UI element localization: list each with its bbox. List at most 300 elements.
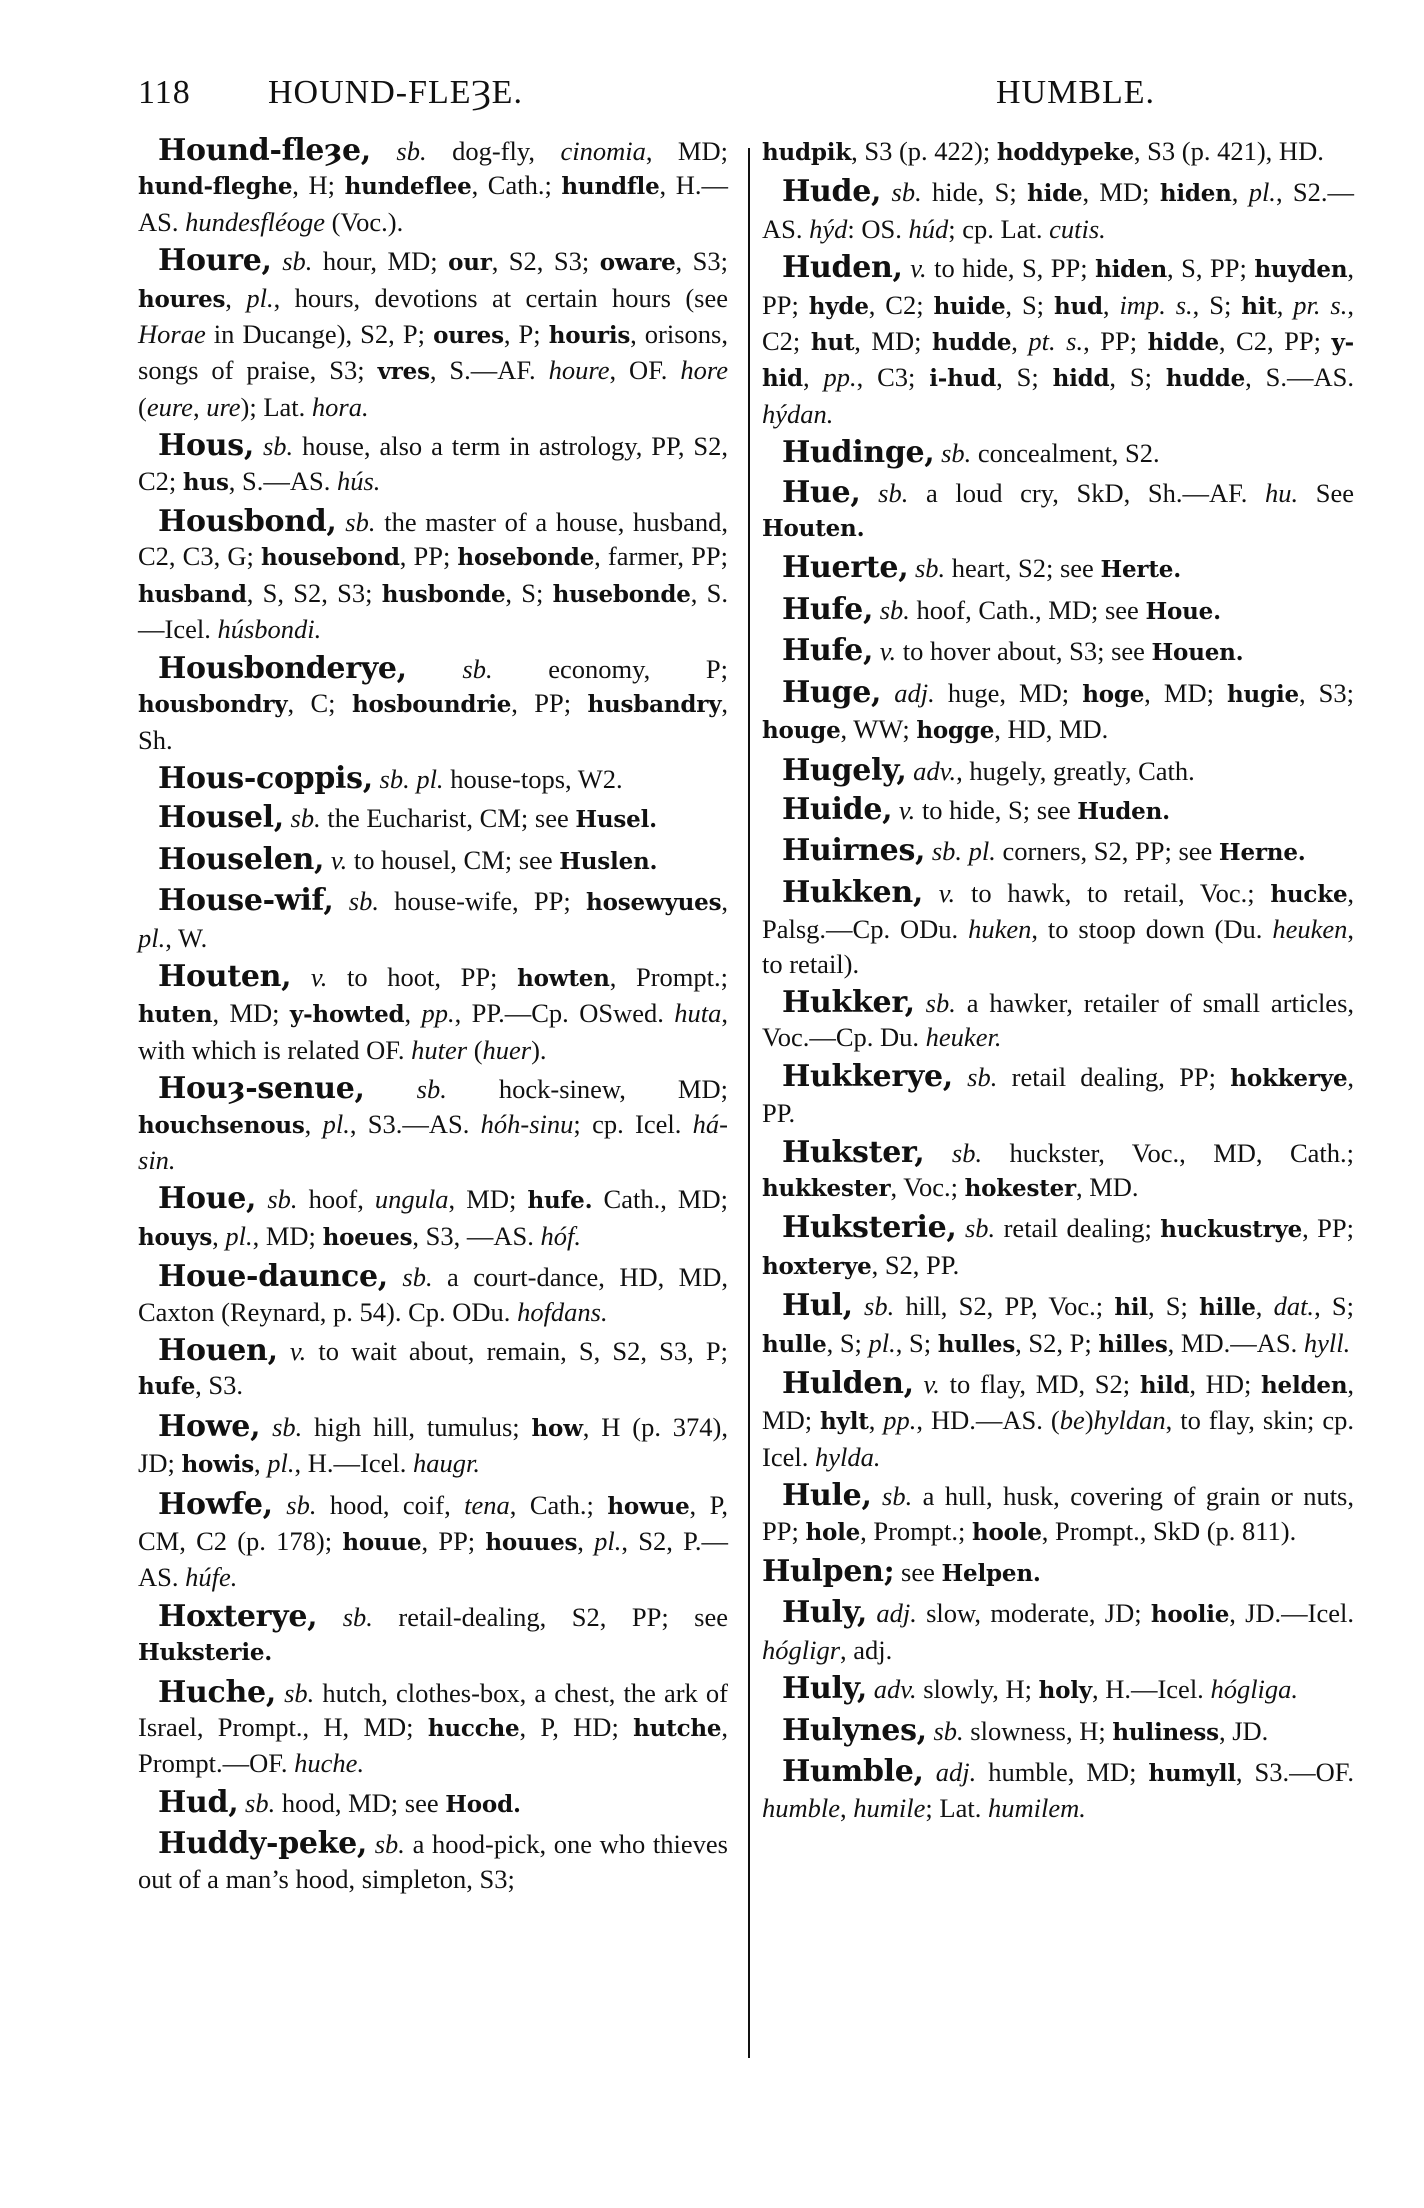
variant-form: hidde: [1147, 329, 1219, 357]
dictionary-entry: [138, 1410, 728, 1483]
italic-text: heuker.: [925, 1022, 1002, 1053]
headword: Hous,: [158, 428, 255, 464]
text: , S;: [1005, 289, 1054, 320]
italic-text: sb.: [267, 1184, 298, 1215]
variant-form: husband: [138, 580, 247, 608]
text: ; Lat.: [925, 1793, 988, 1824]
italic-text: huer: [482, 1034, 532, 1065]
italic-text: sb.: [286, 1489, 317, 1520]
text: See: [1298, 477, 1355, 508]
text: to hoot, PP;: [327, 961, 518, 992]
running-header: [138, 66, 1358, 126]
italic-text: huche.: [294, 1748, 365, 1779]
variant-form: houres: [138, 285, 226, 313]
text: ,: [212, 1220, 226, 1251]
headword: Hoxterye,: [158, 1598, 318, 1634]
text: ,: [254, 1448, 268, 1479]
variant-form: hokester: [964, 1174, 1076, 1202]
text: , OF.: [609, 355, 681, 386]
text: , S;: [996, 362, 1053, 393]
italic-text: v.: [938, 877, 956, 908]
text: , PP.—Cp. OSwed.: [454, 998, 675, 1029]
variant-form: hugie: [1227, 680, 1299, 708]
text: ,: [840, 1793, 854, 1824]
text: , S.—Icel.: [138, 577, 728, 645]
headword: Hukker,: [782, 984, 915, 1020]
text: ).: [531, 1034, 547, 1065]
text: , H.—Icel.: [1091, 1674, 1211, 1705]
text: ,: [802, 362, 824, 393]
italic-text: sb. pl.: [931, 836, 996, 867]
dictionary-entry: [762, 676, 1354, 749]
italic-text: pl.: [246, 282, 274, 313]
variant-form: hud: [1053, 292, 1103, 320]
text: , Voc.;: [890, 1171, 965, 1202]
text: hock-sinew, MD;: [446, 1074, 728, 1105]
italic-text: pp.: [421, 998, 455, 1029]
variant-form: Husel.: [575, 806, 657, 834]
text: [276, 1678, 284, 1708]
variant-form: hosboundrie: [351, 691, 512, 719]
variant-form: hogge: [916, 717, 995, 745]
page-number: 118: [138, 74, 191, 111]
text: , S;: [505, 577, 553, 608]
italic-text: hýd: [809, 213, 848, 244]
italic-text: Horae: [138, 319, 206, 350]
text: concealment, S2.: [971, 438, 1160, 469]
dictionary-entry: [138, 1072, 728, 1177]
text: [892, 795, 899, 825]
dictionary-entry: [762, 1672, 1354, 1708]
text: , S3 (p. 422);: [851, 136, 997, 166]
variant-form: Houen.: [1151, 639, 1244, 667]
variant-form: hundfle: [561, 173, 660, 201]
text: hutch, clothes-box, a chest, the ark of Israel, Prompt., H, MD;: [138, 1677, 729, 1743]
italic-text: sb.: [878, 477, 909, 508]
dictionary-entry: [138, 652, 728, 757]
variant-form: hus: [182, 468, 229, 496]
text: : OS.: [847, 213, 909, 244]
text: , PP;: [511, 688, 588, 719]
italic-text: sb.: [462, 653, 493, 684]
headword: Hude,: [782, 174, 882, 210]
italic-text: pl.: [225, 1220, 253, 1251]
italic-text: sb.: [941, 438, 972, 469]
text: , Prompt., SkD (p. 811).: [1041, 1515, 1297, 1546]
text: ): [1084, 1405, 1094, 1436]
text: [923, 878, 939, 908]
text: retail dealing, PP;: [997, 1061, 1231, 1092]
variant-form: Herne.: [1218, 839, 1306, 867]
text: the master of a house, husband, C2, C3, G;: [138, 507, 729, 572]
dictionary-entry: [762, 593, 1354, 629]
dictionary-entry: [762, 1555, 1354, 1591]
italic-text: pl.: [594, 1526, 622, 1557]
variant-form: houchsenous: [138, 1111, 305, 1139]
italic-text: sb.: [348, 886, 379, 917]
text: retail dealing;: [995, 1213, 1161, 1244]
text: [388, 1262, 402, 1292]
text: , Prompt.—OF.: [138, 1712, 728, 1779]
variant-form: y-hid: [762, 329, 1354, 393]
variant-form: hut: [810, 329, 855, 357]
text: , S3.—OF.: [1235, 1757, 1354, 1788]
text: , S.—AF.: [429, 355, 549, 386]
text: [867, 1674, 874, 1704]
italic-text: ungula: [374, 1184, 449, 1215]
text: , P, HD;: [519, 1712, 634, 1743]
text: , Prompt.;: [609, 961, 728, 992]
text: , farmer, PP;: [594, 541, 728, 572]
text: , Cath.;: [471, 170, 562, 201]
dictionary-entry: [762, 1211, 1354, 1284]
headword: Hulden,: [782, 1366, 914, 1401]
text: house, also a term in astrology, PP, S2, C2;: [138, 431, 728, 496]
headword: Howe,: [158, 1408, 261, 1444]
italic-text: hundesfléoge: [185, 206, 325, 237]
headword: Humble,: [782, 1754, 924, 1790]
text: to hover about, S3; see: [896, 636, 1152, 667]
italic-text: sb.: [864, 1291, 895, 1322]
variant-form: houue: [342, 1529, 422, 1557]
variant-form: hudde: [932, 329, 1012, 357]
italic-text: pp.: [883, 1405, 917, 1436]
text: house-tops, W2.: [443, 763, 623, 794]
text: , to flay, skin; cp. Icel.: [762, 1405, 1355, 1472]
variant-form: houge: [762, 717, 841, 745]
italic-text: humilem.: [987, 1793, 1086, 1824]
headword: Hukkerye,: [782, 1058, 953, 1094]
italic-text: humble: [762, 1793, 841, 1824]
text: , S3;: [675, 246, 729, 277]
variant-form: howten: [517, 964, 610, 992]
text: [881, 678, 894, 708]
headword: Houten,: [158, 958, 292, 994]
text: , Prompt.;: [860, 1515, 973, 1546]
text: , S;: [1192, 289, 1242, 320]
dictionary-entry: [138, 1488, 728, 1595]
text: hill, S2, PP, Voc.;: [894, 1291, 1115, 1322]
variant-form: howue: [607, 1492, 690, 1520]
headword: Houe,: [158, 1181, 257, 1217]
dictionary-entry: [138, 1260, 728, 1329]
italic-text: ure: [206, 391, 241, 422]
text: , S2, PP.: [871, 1249, 960, 1280]
text: , MD;: [1144, 677, 1228, 708]
text: [872, 1481, 882, 1511]
text: a hull, husk, covering of grain or nuts, PP;: [762, 1481, 1354, 1546]
italic-text: hofdans.: [517, 1296, 608, 1327]
text: , C2;: [762, 289, 1354, 357]
italic-text: hýdan.: [762, 398, 834, 429]
variant-form: hide: [1027, 180, 1083, 208]
variant-form: our: [448, 249, 492, 277]
column-divider: [748, 148, 750, 2058]
dictionary-entry: [762, 1714, 1354, 1750]
text: ,: [577, 1526, 595, 1557]
headword: Huirnes,: [782, 833, 926, 869]
left-running-head: HOUND-FLEȜE.: [268, 74, 523, 111]
variant-form: hit: [1241, 292, 1277, 320]
italic-text: v.: [910, 253, 927, 284]
right-running-head: HUMBLE.: [996, 74, 1156, 111]
text: economy, P;: [492, 653, 728, 684]
variant-form: i-hud: [929, 365, 997, 393]
variant-form: hucke: [1270, 880, 1348, 908]
text: , S;: [895, 1327, 938, 1358]
italic-text: sb.: [891, 177, 922, 208]
text: , MD;: [448, 1184, 528, 1215]
text: house-wife, PP;: [379, 886, 587, 917]
variant-form: hosewyues: [586, 889, 722, 917]
variant-form: hudde: [1165, 365, 1246, 393]
italic-text: pl.: [138, 922, 166, 953]
italic-text: adj.: [935, 1757, 977, 1788]
text: [371, 136, 396, 166]
text: , S3, —AS.: [412, 1220, 541, 1251]
italic-text: sb.: [416, 1074, 447, 1105]
dictionary-entry: [762, 476, 1354, 547]
text: , S2, S3;: [491, 246, 600, 277]
dictionary-entry: [138, 960, 728, 1067]
headword: Hul,: [782, 1288, 853, 1324]
text: , PP;: [399, 541, 458, 572]
text: , S, PP;: [1167, 253, 1255, 284]
headword: Hound-fleȝe,: [158, 133, 371, 168]
italic-text: sb. pl.: [379, 763, 444, 794]
headword: Huly,: [782, 1671, 868, 1707]
variant-form: hiden: [1095, 256, 1168, 284]
italic-text: pl.: [322, 1108, 350, 1139]
headword: Hukster,: [782, 1134, 925, 1170]
text: ,: [404, 998, 422, 1029]
italic-text: hore: [680, 355, 728, 386]
text: , C;: [287, 688, 352, 719]
text: , H.—AS.: [138, 170, 728, 237]
italic-text: v.: [310, 961, 328, 992]
dictionary-entry: [762, 634, 1354, 670]
italic-text: sb.: [374, 1829, 405, 1860]
dictionary-entry: [138, 429, 728, 500]
variant-form: Helpen.: [941, 1560, 1041, 1588]
text: , PP;: [421, 1526, 486, 1557]
text: ,: [304, 1108, 323, 1139]
italic-text: sb.: [933, 1715, 964, 1746]
text: hoof,: [297, 1184, 375, 1215]
text: [278, 1336, 290, 1366]
text: [407, 654, 463, 684]
variant-form: hucche: [427, 1715, 520, 1743]
text: , S.—AS.: [1245, 362, 1354, 393]
text: [337, 507, 346, 537]
text: , S;: [826, 1327, 869, 1358]
dictionary-entry: [762, 1136, 1354, 1207]
text: , PP.: [762, 1061, 1355, 1129]
variant-form: husbonde: [381, 580, 506, 608]
variant-form: houys: [138, 1223, 213, 1251]
text: , MD;: [1082, 177, 1160, 208]
italic-text: be: [1059, 1405, 1085, 1436]
headword: Huerte,: [782, 550, 909, 586]
variant-form: howis: [181, 1451, 255, 1479]
variant-form: hoolie: [1150, 1601, 1230, 1629]
text: huckster, Voc., MD, Cath.;: [982, 1137, 1354, 1168]
italic-text: cutis.: [1049, 213, 1106, 244]
dictionary-entry: [138, 505, 728, 647]
text: hood, MD; see: [275, 1787, 446, 1818]
dictionary-entry: [762, 754, 1354, 788]
text: ,: [1231, 177, 1249, 208]
text: [925, 836, 932, 866]
variant-form: how: [531, 1414, 583, 1442]
headword: Hulynes,: [782, 1712, 927, 1748]
text: , W.: [165, 922, 208, 953]
italic-text: hóf.: [540, 1220, 581, 1251]
variant-form: hild: [1139, 1372, 1190, 1399]
headword: Huge,: [782, 674, 882, 710]
italic-text: hóh-sinu: [480, 1108, 574, 1139]
dictionary-entry: [138, 1676, 728, 1781]
variant-form: hufe.: [527, 1187, 593, 1215]
variant-form: hulle: [762, 1330, 827, 1358]
text: [908, 553, 915, 583]
text: , WW;: [840, 714, 917, 745]
headword: Houselen,: [158, 841, 325, 877]
italic-text: hylda.: [814, 1441, 881, 1472]
text: see: [894, 1557, 942, 1588]
variant-form: huten: [138, 1001, 213, 1029]
text: [853, 1291, 864, 1321]
text: , hugely, greatly, Cath.: [956, 755, 1195, 786]
text: , HD.—AS. (: [916, 1405, 1060, 1436]
italic-text: hu.: [1265, 477, 1299, 508]
text: , JD.: [1218, 1715, 1269, 1746]
italic-text: hora.: [311, 391, 369, 422]
italic-text: sb.: [882, 1481, 913, 1512]
text: , JD.—Icel.: [1229, 1598, 1354, 1629]
text: , S3.: [195, 1370, 244, 1401]
text: , HD;: [1189, 1369, 1262, 1399]
headword: Huide,: [782, 791, 893, 827]
text: , MD.: [1075, 1171, 1139, 1202]
text: to flay, MD, S2;: [939, 1369, 1140, 1399]
variant-form: hidd: [1052, 365, 1110, 393]
variant-form: hylt: [820, 1408, 869, 1436]
variant-form: oware: [599, 249, 676, 277]
dictionary-entry: [762, 876, 1354, 981]
text: (Voc.).: [324, 206, 404, 237]
text: , Palsg.—Cp. ODu.: [762, 877, 1355, 945]
text: slow, moderate, JD;: [916, 1598, 1151, 1629]
variant-form: housebond: [260, 544, 400, 572]
text: ,: [868, 1405, 884, 1436]
variant-form: hundeflee: [344, 173, 472, 201]
text: hide, S;: [921, 177, 1028, 208]
text: ,: [225, 282, 247, 313]
variant-form: hoeues: [322, 1223, 413, 1251]
headword: Hue,: [782, 474, 861, 510]
italic-text: sb.: [262, 431, 294, 462]
text: [953, 1062, 967, 1092]
text: the Eucharist, CM; see: [320, 803, 576, 834]
italic-text: v.: [879, 636, 897, 667]
text: [272, 246, 283, 276]
italic-text: eure: [146, 391, 193, 422]
text: retail-dealing, S2, PP; see: [372, 1601, 728, 1632]
text: , S;: [1109, 362, 1166, 393]
variant-form: hyde: [808, 292, 869, 320]
text: ); Lat.: [240, 391, 312, 422]
variant-form: hilles: [1098, 1330, 1168, 1358]
dictionary-entry: [762, 175, 1354, 246]
text: [373, 764, 380, 794]
dictionary-entry: [762, 1596, 1354, 1667]
text: to hide, S, PP;: [926, 253, 1096, 284]
headword: Hudinge,: [782, 435, 935, 471]
text: [256, 1184, 267, 1214]
text: , PP;: [762, 253, 1354, 320]
text: , MD;: [762, 1369, 1354, 1436]
dictionary-entry: [138, 244, 728, 424]
text: ,: [1255, 1291, 1274, 1322]
variant-form: hoddypeke: [996, 139, 1134, 166]
italic-text: heuken: [1272, 914, 1348, 945]
variant-form: hiden: [1159, 180, 1232, 208]
variant-form: Huslen.: [559, 847, 658, 875]
italic-text: hyldan: [1093, 1405, 1166, 1436]
dictionary-entry: [138, 1827, 728, 1896]
text: [914, 1369, 924, 1399]
text: ,: [1011, 326, 1029, 357]
italic-text: hógligr: [762, 1634, 841, 1665]
dictionary-entry: [762, 251, 1354, 431]
dictionary-entry: [138, 1334, 728, 1405]
italic-text: húsbondi.: [217, 614, 322, 645]
variant-form: husebonde: [552, 580, 691, 608]
headword: Houen,: [158, 1333, 278, 1368]
text: hour, MD;: [312, 246, 449, 277]
text: , to stoop down (Du.: [1031, 914, 1273, 945]
italic-text: pl.: [267, 1448, 295, 1479]
variant-form: husbandry: [587, 691, 722, 719]
variant-form: Houten.: [762, 515, 865, 543]
text: slowness, H;: [963, 1715, 1113, 1746]
italic-text: sb.: [951, 1137, 983, 1168]
headword: Housbonderye,: [158, 650, 407, 686]
variant-form: housbondry: [138, 691, 288, 719]
italic-text: pp.: [823, 362, 857, 393]
italic-text: sb.: [879, 594, 910, 625]
text: , H;: [292, 170, 345, 201]
italic-text: húd: [908, 213, 949, 244]
text: [317, 1602, 342, 1632]
dictionary-entry: [762, 551, 1354, 587]
variant-form: houues: [485, 1529, 578, 1557]
variant-form: holy: [1038, 1677, 1092, 1705]
text: to housel, CM; see: [347, 844, 560, 875]
dictionary-entry: [138, 762, 728, 796]
italic-text: sb.: [396, 136, 427, 166]
dictionary-entry: [762, 1479, 1354, 1550]
dictionary-entry: [762, 793, 1354, 829]
text: to hide, S; see: [915, 794, 1078, 825]
text: to hawk, to retail, Voc.;: [955, 877, 1271, 908]
variant-form: oures: [433, 322, 504, 350]
text: ; cp. Icel.: [573, 1108, 693, 1139]
text: [254, 431, 263, 461]
variant-form: hoge: [1082, 680, 1145, 708]
variant-form: hokkerye: [1230, 1064, 1348, 1092]
